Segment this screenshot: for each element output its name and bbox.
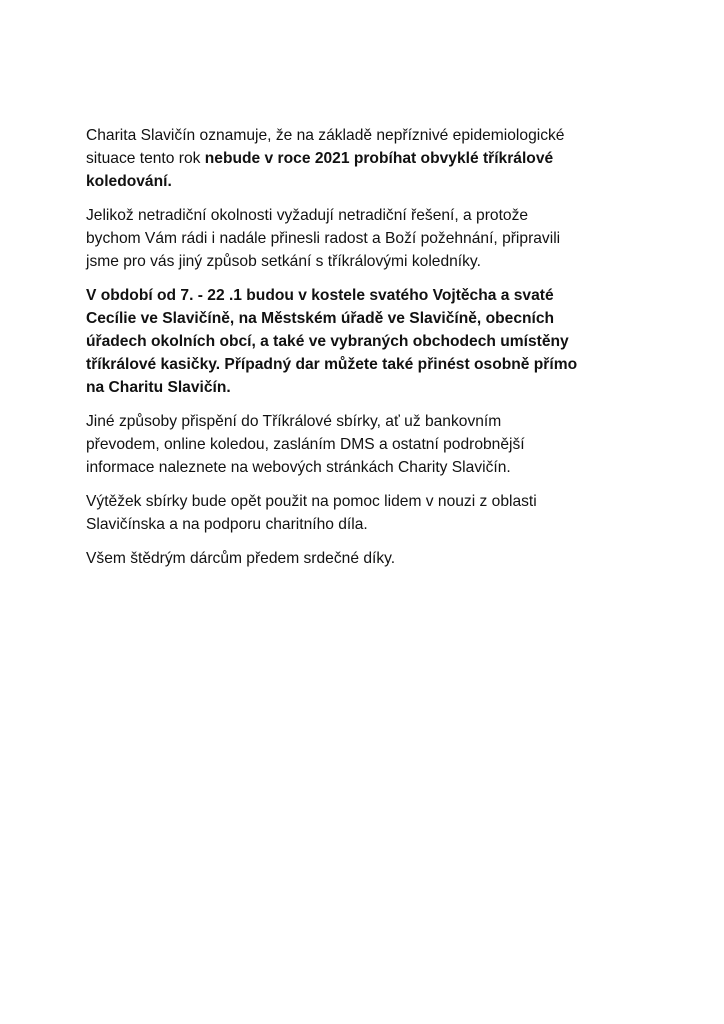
- paragraph-thanks: Všem štědrým dárcům předem srdečné díky.: [86, 550, 396, 567]
- document-body: [86, 124, 656, 581]
- announcement-lead-text: Charita Slavičín oznamuje, že na základě nepříznivé epidemiologické situace tento rok: [86, 127, 565, 167]
- announcement-emphasis-text: nebude v roce 2021 probíhat obvyklé tříkrálové koledování.: [86, 150, 554, 190]
- paragraph-other-ways: Jiné způsoby přispění do Tříkrálové sbírky, ať už bankovním převodem, online koledou, zasláním DMS a ostatní podrobnější informace naleznete na webových stránkách Charity Slavičín.: [86, 413, 525, 476]
- paragraph-proceeds: Výtěžek sbírky bude opět použit na pomoc lidem v nouzi z oblasti Slavičínska a na podporu charitního díla.: [86, 493, 537, 533]
- paragraph-collection-boxes: V období od 7. - 22 .1 budou v kostele svatého Vojtěcha a svaté Cecílie ve Slavičíně, na Městském úřadě ve Slavičíně, obecních úřadech okolních obcí, a také ve vybraných obchodech umístěny tříkrálové kasičky. Případný dar můžete také přinést osobně přímo na Charitu Slavičín.: [86, 287, 578, 396]
- paragraph-alternative: Jelikož netradiční okolnosti vyžadují netradiční řešení, a protože bychom Vám rádi i nadále přinesli radost a Boží požehnání, připravili jsme pro vás jiný způsob setkání s tříkrálovými koledníky.: [86, 207, 561, 270]
- paragraph-announcement: [86, 124, 656, 193]
